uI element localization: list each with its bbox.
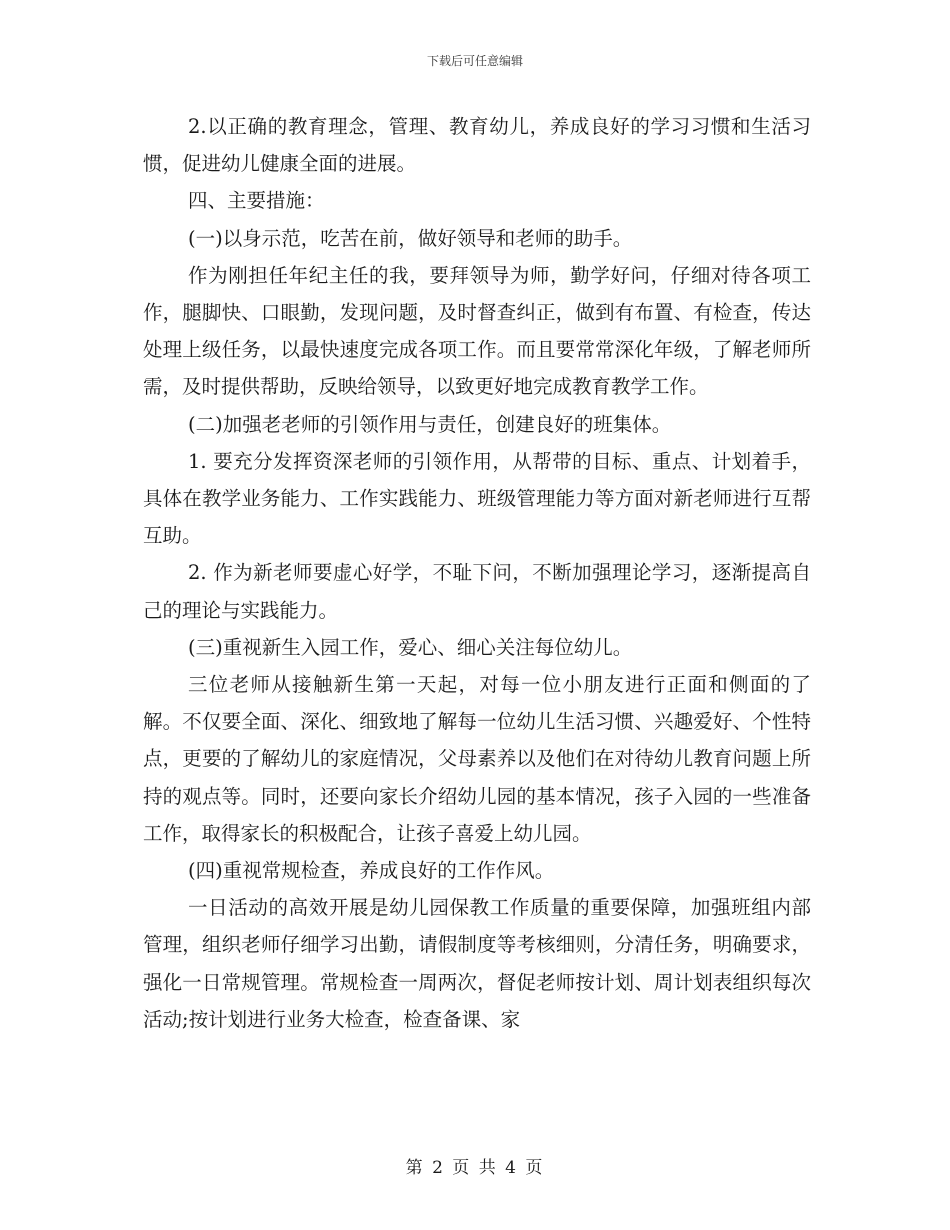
document-body [143,108,811,1038]
subheading-4: (四)重视常规检查，养成良好的工作作风。 [188,859,555,883]
paragraph-measure-4: 一日活动的高效开展是幼儿园保教工作质量的重要保障，加强班组内部管理，组织老师仔细学习出勤，请假制度等考核细则，分清任务，明确要求，强化一日常规管理。常规检查一周两次，督促老师按计划、周计划表组织每次活动;按计划进行业务大检查，检查备课、家 [143,896,811,1031]
paragraph-measure-1: 作为刚担任年纪主任的我，要拜领导为师，勤学好问，仔细对待各项工作，腿脚快、口眼勤，发现问题，及时督查纠正，做到有布置、有检查，传达处理上级任务，以最快速度完成各项工作。而且要常常深化年级，了解老师所需，及时提供帮助，反映给领导，以致更好地完成教育教学工作。 [143,263,811,399]
subheading-1: (一)以身示范，吃苦在前，做好领导和老师的助手。 [188,226,633,250]
page-header: 下载后可任意编辑 [426,54,523,68]
subheading-2: (二)加强老老师的引领作用与责任，创建良好的班集体。 [188,412,672,436]
paragraph-measure-2-item-1: 1. 要充分发挥资深老师的引领作用，从帮带的目标、重点、计划着手，具体在教学业务能力、工作实践能力、班级管理能力等方面对新老师进行互帮互助。 [143,449,811,548]
page-footer: 第 2 页 共 4 页 [405,1158,545,1178]
section-heading-measures: 四、主要措施： [188,189,325,213]
paragraph-goal-2: 2.以正确的教育理念，管理、教育幼儿，养成良好的学习习惯和生活习惯，促进幼儿健康全面的进展。 [143,115,811,176]
paragraph-measure-3: 三位老师从接触新生第一天起，对每一位小朋友进行正面和侧面的了解。不仅要全面、深化、细致地了解每一位幼儿生活习惯、兴趣爱好、个性特点，更要的了解幼儿的家庭情况，父母素养以及他们在对待幼儿教育问题上所持的观点等。同时，还要向家长介绍幼儿园的基本情况，孩子入园的一些准备工作，取得家长的积极配合，让孩子喜爱上幼儿园。 [143,673,811,845]
paragraph-measure-2-item-2: 2. 作为新老师要虚心好学，不耻下问，不断加强理论学习，逐渐提高自己的理论与实践能力。 [143,561,811,622]
subheading-3: (三)重视新生入园工作，爱心、细心关注每位幼儿。 [188,635,633,659]
